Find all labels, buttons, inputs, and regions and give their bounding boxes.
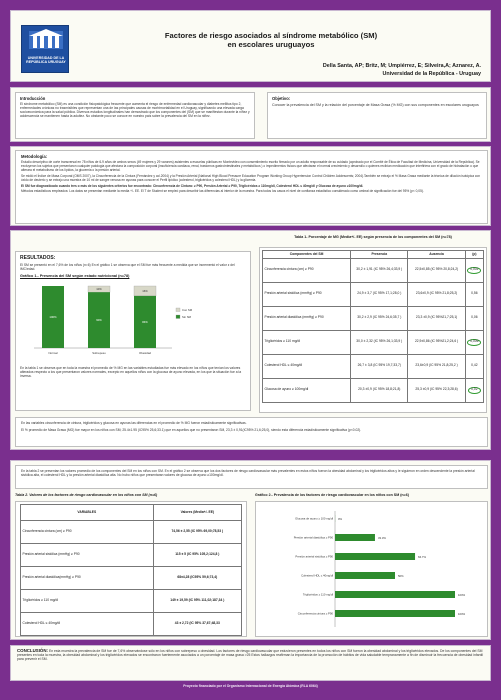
resultados-text-4: El % promedio de Masa Grasa (MG) fue mayor en los niños con SM; 25.4±1.95 (IC95% 25,6;33.1) que en aquellos que no presentaron SM, 23,3 ± 0,91(IC95% 21,6;25,0), siendo esta diferencia estadísticamente significativa (p<0.02). — [21, 428, 362, 432]
objetivo-title: Objetivo: — [272, 96, 291, 101]
table2-cell-value: 43 ± 2,72 (IC 95% 37,67;48,33 — [153, 613, 241, 636]
table1-cell-presencia: 24,9 ± 3,7 (IC 95% 17,1;28,0 ) — [351, 282, 408, 306]
table1-cell-p: 0,56 — [465, 282, 483, 306]
section2-band — [10, 460, 491, 640]
table1-cell-ausencia: 25,3 ±0,9 (IC 95% 22,3;28,6) — [408, 378, 465, 402]
chart1 — [20, 280, 246, 362]
table2 — [20, 504, 242, 636]
significance-circle: 0,02 — [468, 387, 480, 394]
header — [10, 10, 491, 82]
chart2-data-label: 66.7% — [418, 554, 426, 559]
resultados-box — [15, 251, 251, 411]
table1-cell-name: Presión arterial diastólica (mmHg) ≥ P90 — [263, 306, 351, 330]
table2-cell-name: Presión arterial sistólica (mmHg) ≥ P90 — [21, 544, 154, 567]
metodologia-p3: El SM fue diagnosticado cuando tres o más de los siguientes criterios fue encontrado: Circunferencia de Cintura: ≥ P90, Presión Arterial ≥ P90, Triglicéridos ≥ 110mg/dl, Colesterol HDL ≤ 40mg/dl y Glucosa de ayuno ≥100mg/dl. — [21, 183, 364, 188]
section2-text: En la tabla 2 se presentan los valores promedio de los componentes del SM en los niños con SM. En el gráfico 2 se observa que los dos factores de riesgo cardiovascular más prevalentes en estos niños fueron la obesidad abdominal y los triglicéridos altos y le siguieron en orden descendente la presión arterial sistólica alta, el colesterol HDL y la presión arterial diastólica alta. No hubo niños que presentaran valores de glucosa de ayuno ≥100mg/dl. — [21, 469, 475, 477]
metodologia-box — [15, 150, 488, 224]
metodologia-p4: Métodos estadísticos empleados: Los datos se presentan mediante la media +/- EE. El T de Student se empleó para describir las diferencias al interior de la muestra. Para todos los casos el nivel de confianza estadístico considerado como umbral de significación fue del 95% (p< 0,05). — [21, 189, 424, 194]
chart1-data-label: 10% — [96, 287, 102, 292]
table-row — [21, 613, 242, 636]
table1-container — [259, 235, 487, 415]
table1-cell-p — [465, 330, 483, 354]
title-line-2: en escolares uruguayos — [227, 40, 315, 49]
table2-header-cell: Valores (Media+/- EE) — [153, 505, 241, 521]
table1-cell-ausencia: 22,9±0,86 (IC 95%21,2;24,6 ) — [408, 330, 465, 354]
chart2-container — [255, 493, 488, 637]
chart1-category-label: Obesidad — [139, 351, 151, 355]
table-row — [263, 330, 484, 354]
table1-cell-ausencia: 23,3 ±0,9 (IC 95%21,7;25,1) — [408, 306, 465, 330]
table1-title: Tabla 1- Porcentaje de MG (Media+/- EE) según presencia de los componentes del SM (n=78) — [294, 235, 452, 239]
chart2-bar — [335, 572, 395, 579]
table1-cell-ausencia: 23,6±0,9 (IC 95% 21,8;25,2 ) — [408, 354, 465, 378]
table2-header-cell: VARIABLES — [21, 505, 154, 521]
table1-cell-ausencia: 23,6±0,9 (IC 95% 21,8;25,2) — [408, 282, 465, 306]
table1-cell-name: Colesterol HDL ≤ 40mg/dl — [263, 354, 351, 378]
table-row — [21, 567, 242, 590]
conclusion-band — [10, 645, 491, 681]
poster-title — [81, 31, 461, 49]
table-row — [21, 521, 242, 544]
table1-header-cell: (p) — [465, 251, 483, 259]
table1-header-cell: Presencia — [351, 251, 408, 259]
table2-title: Tabla 2. Valores de los factores de riesgo cardiovascular en los niños con SM (n=6) — [15, 493, 158, 497]
chart1-data-label: 90% — [96, 318, 102, 323]
conclusion-title: CONCLUSIÓN: — [17, 648, 48, 653]
chart2-data-label: 0% — [338, 516, 343, 521]
table2-cell-value: 115 ± 5 (IC 95% 105,2;124,8 ) — [153, 544, 241, 567]
resultados-text-2: En la tabla 1 se observa que en toda la muestra el promedio de % MG en las variables estudiadas fue más elevado en los niños que tenían los valores alterados respecto a los que presentaron valores normales, excepto en aquellos niños con la glucosa de ayuno elevada, en los que la situación fue a la inversa. — [20, 366, 242, 378]
chart1-legend-label: Sin SM — [182, 315, 192, 319]
table2-header-row — [21, 505, 242, 521]
table1-cell-name: Triglicéridos ≥ 110 mg/dl — [263, 330, 351, 354]
table2-cell-name: Circunferencia cintura (cm) ≥ P90 — [21, 521, 154, 544]
chart2-category-label: Circunferencia cintura ≥ P90 — [297, 611, 333, 616]
table1-cell-p — [465, 378, 483, 402]
table-row — [21, 544, 242, 567]
chart1-data-label: 100% — [49, 315, 57, 319]
metodologia-p2: Se midió el Índice de Masa Corporal (OMS 2007), la Circunferencia de la Cintura (Fernández y col.2004) y la Presión Arterial (National High Blood Pressure Education Program Working Group Hypertension Control Children Adolescents; 2004).También se extrajo el % Masa Grasa mediante la técnica de dilución isotópica con óxido de deuterio y se extrajo una muestra de 10 ml de sangre venosa en ayunas para conocer el Perfil lipídico (colesterol, triglicéridos y colesterol HDL) y la glicemia. — [21, 173, 480, 182]
table-row — [21, 590, 242, 613]
resultados-text-3: En las variables circunferencia de cintura, triglicéridos y glucosa en ayunas las diferencias en el promedio de % MG fueron estadísticamente significativas. — [21, 421, 247, 425]
authors: Della Santa, AP; Britz, M; Umpiérrez, E; Silveira,A; Aznarez, A. — [322, 63, 481, 69]
table2-cell-value: 68±4,28 (IC95% 59,6;73,4) — [153, 567, 241, 590]
logo-text: UNIVERSIDAD DE LA REPÚBLICA URUGUAY — [26, 56, 66, 65]
chart2-bar — [335, 553, 415, 560]
table1-cell-ausencia: 22,5±0,85 (IC 95% 20,8;24,2) — [408, 258, 465, 282]
chart1-category-label: Sobrepeso — [92, 351, 106, 355]
chart2-title: Gráfico 2.- Prevalencia de los factores de riesgo cardiovascular en los niños con SM (n=6) — [255, 493, 409, 497]
poster — [5, 5, 496, 695]
objetivo-text: Conocer la prevalencia del SM y la relación del porcentaje de Masa Grasa (% MG) con sus componentes en escolares uruguayos — [272, 103, 479, 107]
chart2-category-label: Glucosa de ayuno ≥ 100 mg/dl — [295, 516, 333, 521]
conclusion-text: En esta muestra la prevalencia de SM fue de 7,6% observándose sólo en los niños con sobrepeso u obesidad. Los factores de riesgo cardiovascular que estuvieron presentes en todos los niños con SM fueron la obesidad abdominal y los triglicéridos elevados. De los componentes del SM presentes en toda la muestra, la obesidad abdominal y los triglicéridos elevados se encontraron fuertemente asociados a un porcentaje de masa grasa >25 Estos hallazgos reafirman la importancia de la promoción de hábitos de vida saludable tempranamente a fin de disminuir la frecuencia de obesidad infantil para prevenir el SM. — [17, 649, 484, 662]
title-line-1: Factores de riesgo asociados al síndrome metabólico (SM) — [164, 31, 378, 40]
chart2-data-label: 100% — [458, 592, 466, 597]
chart1-category-label: Normal — [48, 351, 58, 355]
table2-cell-value: 149 ± 19,59 (IC 95% 111,02;187,34 ) — [153, 590, 241, 613]
table-row — [263, 306, 484, 330]
table1-cell-presencia: 20,3 ±0,9 (IC 95% 18,8;21,8) — [351, 378, 408, 402]
table1-cell-presencia: 30,2 ± 2,9 (IC 95% 24,6;35,7 ) — [351, 306, 408, 330]
table2-cell-name: Presión arterial diastólica(mmHg) ≥ P90 — [21, 567, 154, 590]
chart1-legend-label: Con SM — [182, 308, 193, 312]
chart2-category-label: Triglicéridos ≥ 110 mg/dl — [302, 592, 333, 597]
chart1-legend-swatch — [176, 308, 180, 312]
resultados-title: RESULTADOS: — [20, 255, 56, 261]
table1-cell-p: 0,42 — [465, 354, 483, 378]
university-logo — [21, 25, 69, 73]
metodologia-title: Metodología: — [21, 154, 48, 159]
chart2-category-label: Presión arterial diastólica ≥ P90 — [293, 535, 333, 540]
table1 — [262, 250, 484, 403]
institution: Universidad de la República - Uruguay — [382, 71, 481, 77]
table1-header-cell: Componentes del SM — [263, 251, 351, 259]
significance-circle: 0,002 — [467, 267, 481, 274]
table-row — [263, 378, 484, 402]
table1-cell-presencia: 30,2 ± 1,91 (IC 95% 26,4;33,9 ) — [351, 258, 408, 282]
table1-cell-name: Glucosa de ayuno ≥ 100mg/dl — [263, 378, 351, 402]
resultados-band — [10, 230, 491, 450]
table2-box — [15, 501, 247, 637]
chart2-bar — [335, 534, 375, 541]
chart2-data-label: 50% — [398, 573, 404, 578]
table1-cell-p — [465, 258, 483, 282]
chart2-data-label: 100% — [458, 611, 466, 616]
resultados-text-1: El SM se presentó en el 7,6% de los niños (n=6) En el gráfico 1 se observa que el SM fue más frecuente a medida que se incrementó el valor z del IMC/edad. — [20, 263, 235, 271]
intro-box — [15, 92, 255, 139]
table-row — [263, 282, 484, 306]
chart2-bar — [335, 610, 455, 617]
table-row — [263, 258, 484, 282]
chart2 — [259, 505, 484, 633]
table1-header-cell: Ausencia — [408, 251, 465, 259]
chart2-category-label: Colesterol HDL ≤ 40mg/dl — [301, 573, 333, 578]
table1-cell-name: Circunferencia cintura (cm) ≥ P90 — [263, 258, 351, 282]
table-row — [263, 354, 484, 378]
chart1-legend-swatch — [176, 315, 180, 319]
intro-band — [10, 87, 491, 142]
table2-cell-name: Colesterol HDL ≤ 40mg/dl — [21, 613, 154, 636]
table1-cell-p: 0,06 — [465, 306, 483, 330]
resultados-summary-box — [15, 417, 488, 447]
significance-circle: 0,006 — [467, 339, 481, 346]
table1-box — [259, 247, 487, 413]
chart2-category-label: Presión arterial sistólica ≥ P90 — [295, 554, 333, 559]
table1-cell-presencia: 30,0 ± 2,32 (IC 95% 26,1;33,9 ) — [351, 330, 408, 354]
table1-header-row — [263, 251, 484, 259]
objetivo-box — [267, 92, 487, 139]
table2-container — [15, 493, 247, 637]
metodologia-band — [10, 146, 491, 226]
table1-cell-name: Presión arterial sistólica (mmHg) ≥ P90 — [263, 282, 351, 306]
chart1-data-label: 16% — [142, 288, 148, 293]
chart1-title: Gráfico 1.- Presencia del SM según estado nutricional (n=78) — [20, 274, 130, 278]
table2-cell-name: Triglicéridos ≥ 110 mg/dl — [21, 590, 154, 613]
table2-cell-value: 74,56 ± 2,55 (IC 95% 69,00;78,53 ) — [153, 521, 241, 544]
intro-text: El síndrome metabólico (SM) es una condición fisiopatológica frecuente que aumenta el riesgo de enfermedad cardiovascular y diabetes mellitus tipo 2, enfermedades crónicas no trasmisibles que representan una de las principales causas de morbimortalidad en el Uruguay, significando una elevada carga socioeconómica para la salud pública. Diversos estudios longitudinales han demostrado que los componentes del (SM) que se manifiestan durante la niñez y adolescencia se mantienen hasta la adultez. No obstante poco se conoce en nuestro país sobre la prevalencia del SM en la niñez. — [20, 102, 250, 119]
chart2-data-label: 33.3% — [377, 535, 386, 540]
section2-text-box — [15, 465, 488, 489]
chart2-box — [255, 501, 488, 637]
chart2-bar — [335, 591, 455, 598]
chart1-data-label: 84% — [142, 319, 148, 324]
footer: Proyecto financiado por el Organismo Internacional de Energía Atómica (RLA 6064) — [183, 684, 318, 688]
intro-title: Introducción — [20, 96, 46, 101]
table1-cell-presencia: 26,7 ± 3,8 (IC 95% 19,7;33,7) — [351, 354, 408, 378]
logo-emblem-icon — [23, 28, 69, 54]
metodologia-p1: Estudio descriptivo de corte transversal en 78 niños de 6-9 años de ambos sexos (49 mujeres y 29 varones) asistentes a escuelas públicas en Montevideo con consentimiento escrito firmado por un adulto responsable de su cuidado (aprobado por el Comité de Ética de Facultad de Medicina, Universidad de la República). Se excluyeron los sujetos que presentaron cualquier patología que afectara la composición corporal (insuficiencia cardíaca, renal, trastornos gastrointestinales y metabólicos ) o impedimentos físicos que afectaran el normal crecimiento y desarrollo o quienes recibían medicación que interfiriera con el grado de hidratación o que alterara el metabolismo de los lípidos, la glucemia o la presión arterial. — [21, 160, 480, 172]
conclusion — [17, 649, 484, 662]
